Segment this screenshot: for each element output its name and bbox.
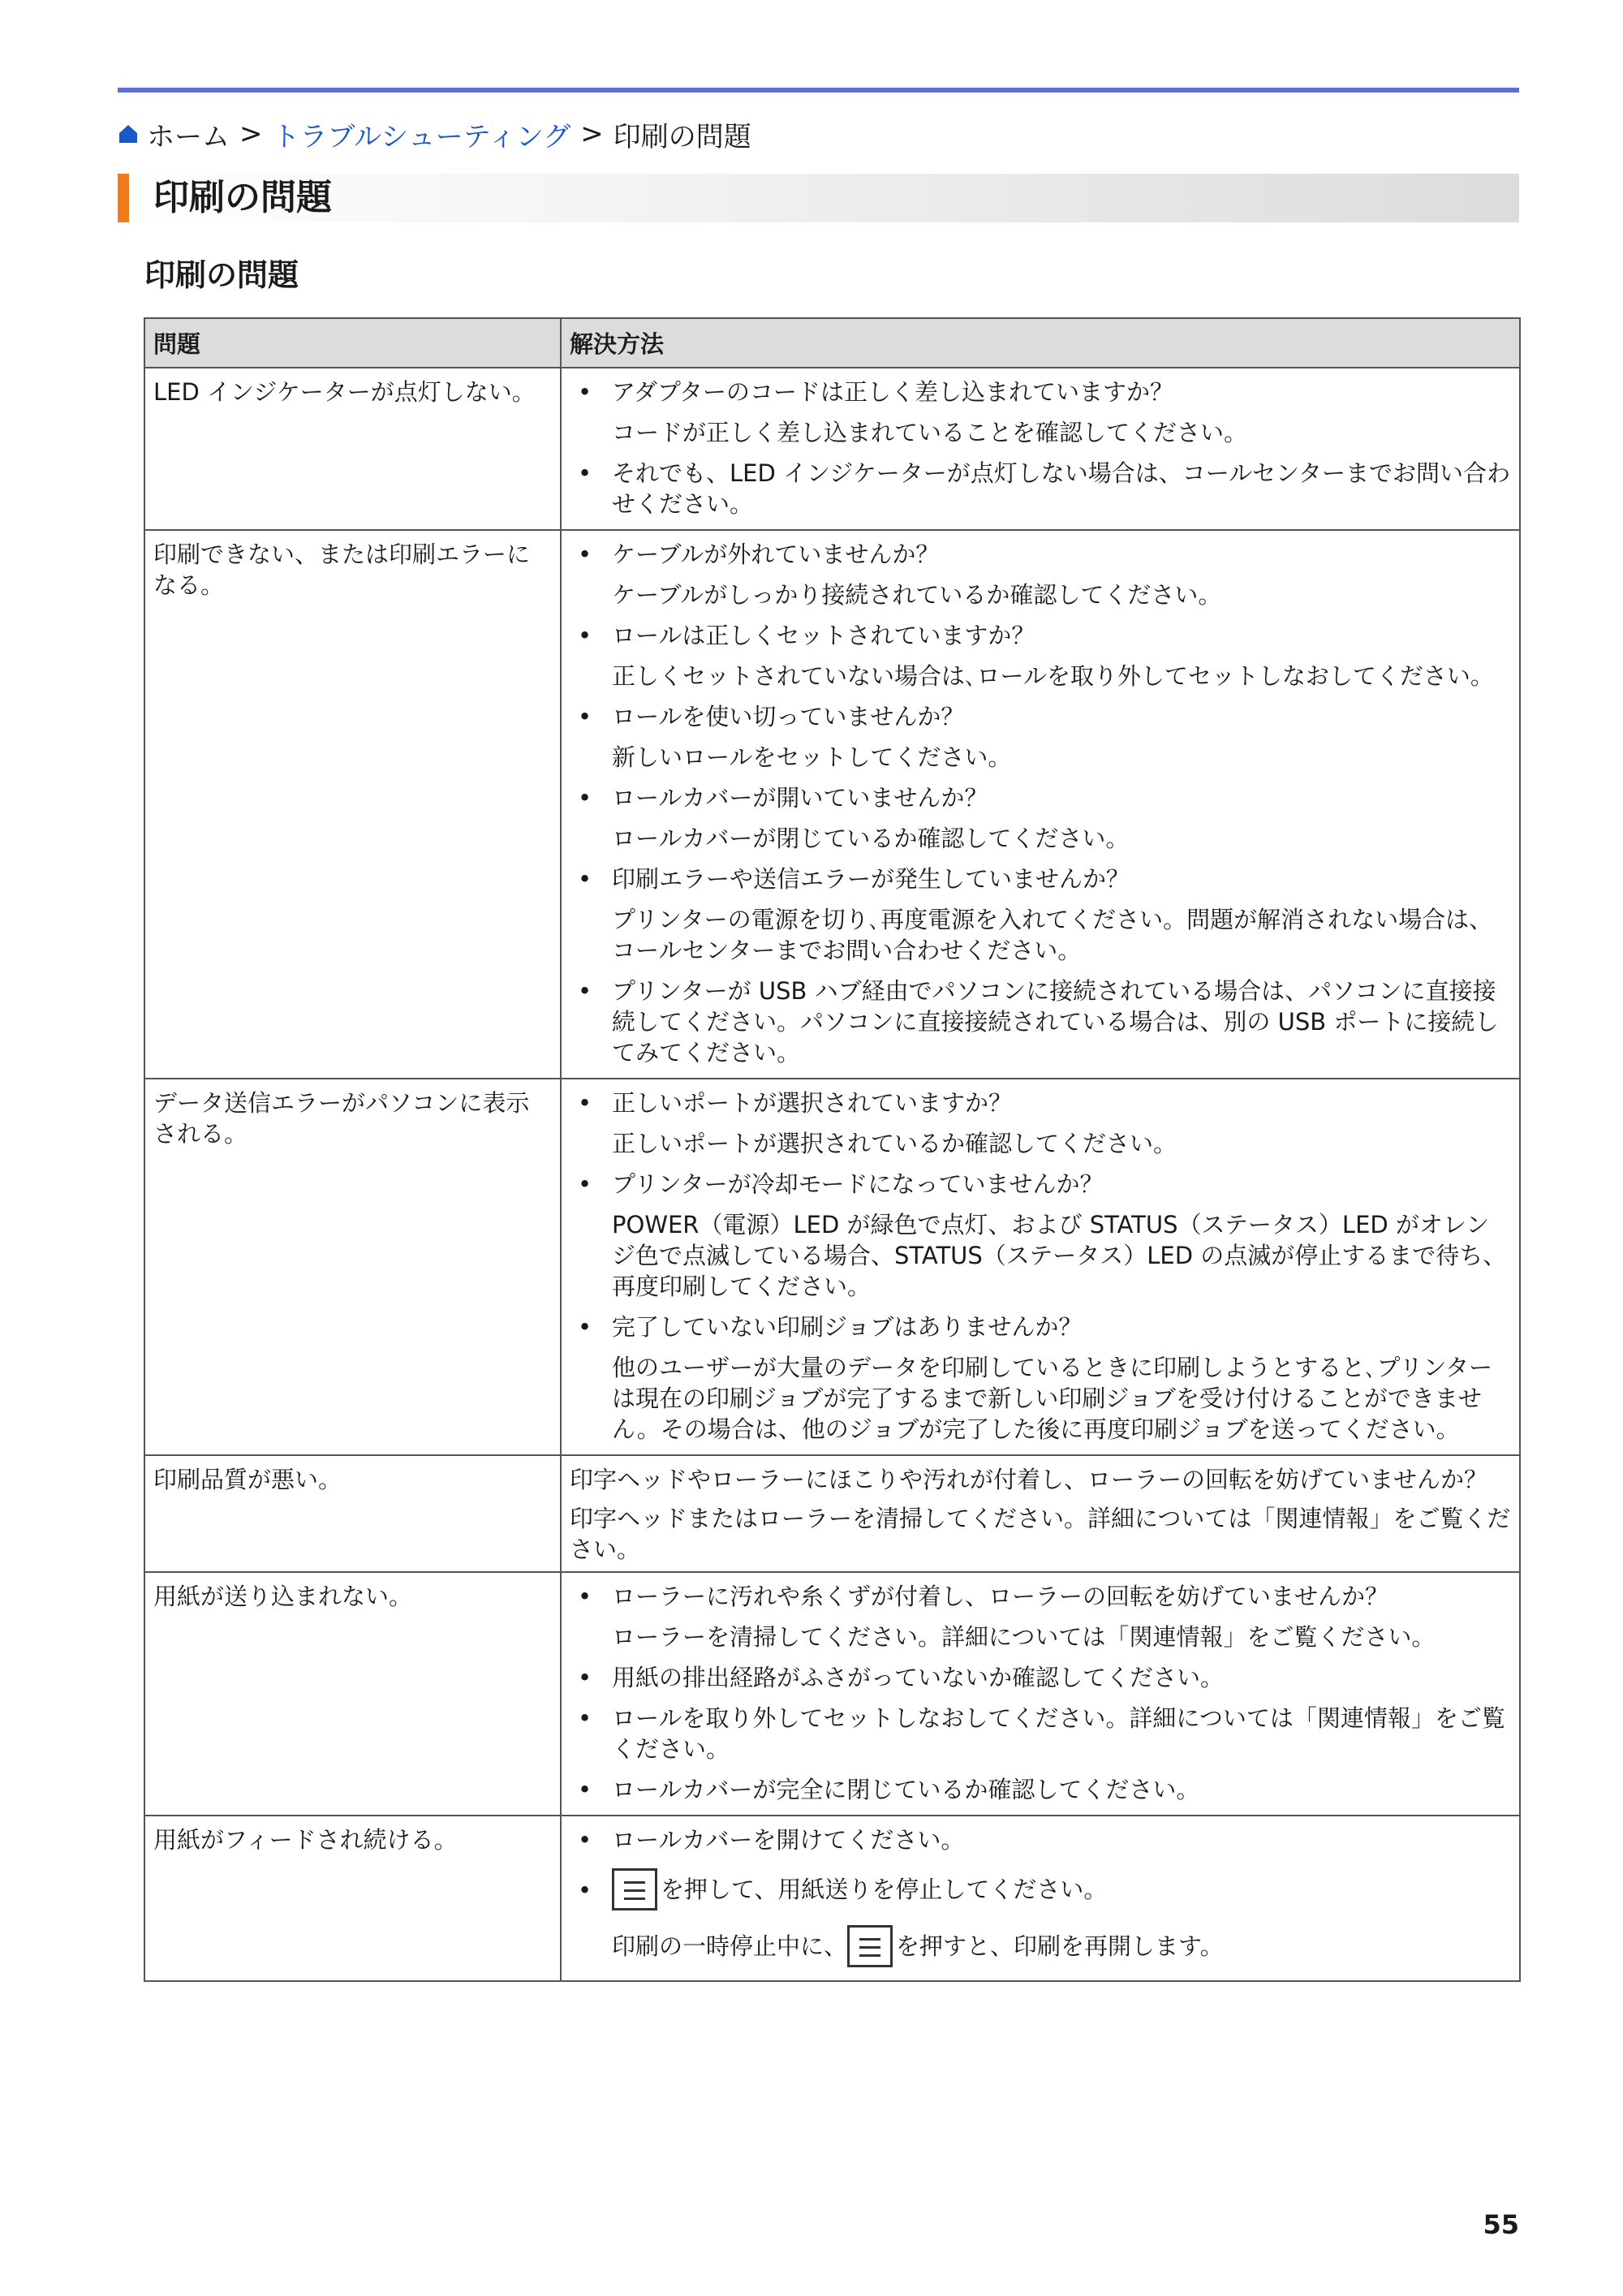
section-heading: 印刷の問題	[144, 257, 299, 293]
solution-item	[570, 377, 1511, 448]
column-header-solution: 解決方法	[561, 318, 1520, 368]
solution-question: それでも、LED インジケーターが点灯しない場合は、コールセンターまでお問い合わせください。	[612, 459, 1510, 518]
page-title: 印刷の問題	[153, 177, 332, 218]
bullet: •	[578, 622, 592, 649]
bullet: •	[578, 1089, 592, 1117]
breadcrumb	[118, 115, 751, 153]
solution-question: ロールを取り外してセットしなおしてください。詳細については「関連情報」をご覧ください。	[612, 1704, 1505, 1763]
solution-question: 用紙の排出経路がふさがっていないか確認してください。	[612, 1664, 1225, 1691]
solution-cell	[561, 1079, 1520, 1455]
bullet: •	[578, 1704, 592, 1732]
table-header-row	[144, 318, 1520, 368]
key-instruction-line	[612, 1865, 1511, 1914]
solution-question: ケーブルが外れていませんか？	[612, 541, 940, 568]
solution-question: ロールカバーが完全に閉じているか確認してください。	[612, 1776, 1200, 1803]
solution-answer: 印字ヘッドまたはローラーを清掃してください。詳細については「関連情報」をご覧ください。	[570, 1505, 1511, 1563]
bullet: •	[578, 977, 592, 1005]
solution-cell	[561, 1455, 1520, 1572]
breadcrumb-section-link[interactable]: トラブルシューティング	[272, 120, 571, 153]
table-row	[144, 1572, 1520, 1816]
table-row	[144, 368, 1520, 530]
solution-item	[570, 1169, 1511, 1302]
problem-cell: 用紙がフィードされ続ける。	[144, 1816, 561, 1981]
solution-question: ロールカバーを開けてください。	[612, 1826, 965, 1854]
page-number: 55	[1483, 2209, 1519, 2240]
solution-question: プリンターが冷却モードになっていませんか？	[612, 1170, 1104, 1198]
solution-question: ロールを使い切っていませんか？	[612, 703, 965, 730]
bullet: •	[578, 541, 592, 568]
solution-item	[570, 701, 1511, 773]
title-accent	[118, 174, 129, 222]
solution-item	[570, 1824, 1511, 1855]
breadcrumb-current: 印刷の問題	[613, 120, 751, 153]
solution-answer: 他のユーザーが大量のデータを印刷しているときに印刷しようとすると､プリンターは現在の印刷ジョブが完了するまで新しい印刷ジョブを受け付けることができません。その場合は、他のジョブが完了した後に再度印刷ジョブを送ってください。	[612, 1354, 1493, 1443]
solution-item	[570, 1662, 1511, 1693]
menu-button-icon	[847, 1925, 893, 1967]
solution-question: ロールカバーが開いていませんか？	[612, 784, 988, 812]
bullet: •	[578, 1776, 592, 1803]
solution-cell	[561, 530, 1520, 1079]
solution-question: 印字ヘッドやローラーにほこりや汚れが付着し、ローラーの回転を妨げていませんか？	[570, 1466, 1488, 1493]
solution-item	[570, 458, 1511, 519]
problem-cell: 印刷品質が悪い。	[144, 1455, 561, 1572]
solution-question: アダプターのコードは正しく差し込まれていますか？	[612, 378, 1173, 406]
solution-answer: ローラーを清掃してください。詳細については「関連情報」をご覧ください。	[612, 1623, 1436, 1651]
bullet: •	[578, 1826, 592, 1854]
note-text-before: 印刷の一時停止中に、	[612, 1932, 848, 1960]
table-row	[144, 1079, 1520, 1455]
solution-answer: ケーブルがしっかり接続されているか確認してください。	[612, 581, 1222, 609]
solution-item	[570, 1581, 1511, 1652]
bullet: •	[578, 378, 592, 406]
solution-item	[570, 620, 1511, 691]
breadcrumb-separator: >	[580, 118, 604, 150]
solution-question: ローラーに汚れや糸くずが付着し、ローラーの回転を妨げていませんか？	[612, 1583, 1389, 1610]
problem-cell: データ送信エラーがパソコンに表示される。	[144, 1079, 561, 1455]
bullet: •	[578, 1583, 592, 1610]
troubleshooting-table	[144, 317, 1521, 1982]
bullet: •	[578, 1170, 592, 1198]
breadcrumb-home[interactable]: ホーム	[147, 120, 230, 153]
breadcrumb-separator: >	[239, 118, 263, 150]
solution-item	[570, 539, 1511, 610]
solution-answer: プリンターの電源を切り､再度電源を入れてください。問題が解消されない場合は、コールセンターまでお問い合わせください。	[612, 906, 1493, 964]
problem-cell: 用紙が送り込まれない。	[144, 1572, 561, 1816]
solution-question: 印刷エラーや送信エラーが発生していませんか？	[612, 865, 1130, 893]
solution-answer: 正しくセットされていない場合は､ロールを取り外してセットしなおしてください。	[612, 662, 1494, 690]
bullet: •	[578, 459, 592, 487]
bullet: •	[578, 703, 592, 730]
column-header-problem: 問題	[144, 318, 561, 368]
solution-item	[570, 976, 1511, 1068]
solution-question: 正しいポートが選択されていますか？	[612, 1089, 1013, 1117]
solution-item	[570, 782, 1511, 854]
solution-cell	[561, 368, 1520, 530]
solution-answer: コードが正しく差し込まれていることを確認してください。	[612, 419, 1248, 446]
solution-answer: ロールカバーが閉じているか確認してください。	[612, 825, 1130, 852]
solution-item	[570, 1774, 1511, 1805]
table-row	[144, 530, 1520, 1079]
solution-cell	[561, 1572, 1520, 1816]
note-text-after: を押すと、印刷を再開します。	[896, 1932, 1224, 1960]
problem-cell: LED インジケーターが点灯しない。	[144, 368, 561, 530]
table-row	[144, 1455, 1520, 1572]
bullet: •	[578, 1313, 592, 1341]
solution-cell	[561, 1816, 1520, 1981]
solution-item	[570, 864, 1511, 966]
menu-button-icon	[612, 1868, 657, 1910]
solution-question: ロールは正しくセットされていますか？	[612, 622, 1035, 649]
top-rule	[118, 88, 1519, 93]
solution-question: 完了していない印刷ジョブはありませんか？	[612, 1313, 1083, 1341]
key-note-line	[612, 1922, 1511, 1971]
solution-item	[570, 1703, 1511, 1764]
page-title-bar	[118, 174, 1519, 222]
solution-item	[570, 1312, 1511, 1445]
bullet: •	[578, 1664, 592, 1691]
solution-answer: POWER（電源）LED が緑色で点灯、および STATUS（ステータス）LED がオレンジ色で点滅している場合、STATUS（ステータス）LED の点滅が停止するまで待ち、再度印刷してください。	[612, 1211, 1507, 1300]
solution-item	[570, 1865, 1511, 1971]
bullet: •	[578, 1876, 592, 1904]
table-row	[144, 1816, 1520, 1981]
solution-answer: 正しいポートが選択されているか確認してください。	[612, 1130, 1177, 1157]
solution-question: プリンターが USB ハブ経由でパソコンに接続されている場合は、パソコンに直接接続してください。パソコンに直接接続されている場合は、別の USB ポートに接続してみてください。	[612, 977, 1499, 1066]
home-icon[interactable]	[118, 123, 139, 144]
problem-cell: 印刷できない、または印刷エラーになる。	[144, 530, 561, 1079]
solution-answer: 新しいロールをセットしてください。	[612, 743, 1012, 771]
solution-question: を押して、用紙送りを停止してください。	[661, 1876, 1108, 1903]
solution-item	[570, 1088, 1511, 1159]
bullet: •	[578, 784, 592, 812]
bullet: •	[578, 865, 592, 893]
